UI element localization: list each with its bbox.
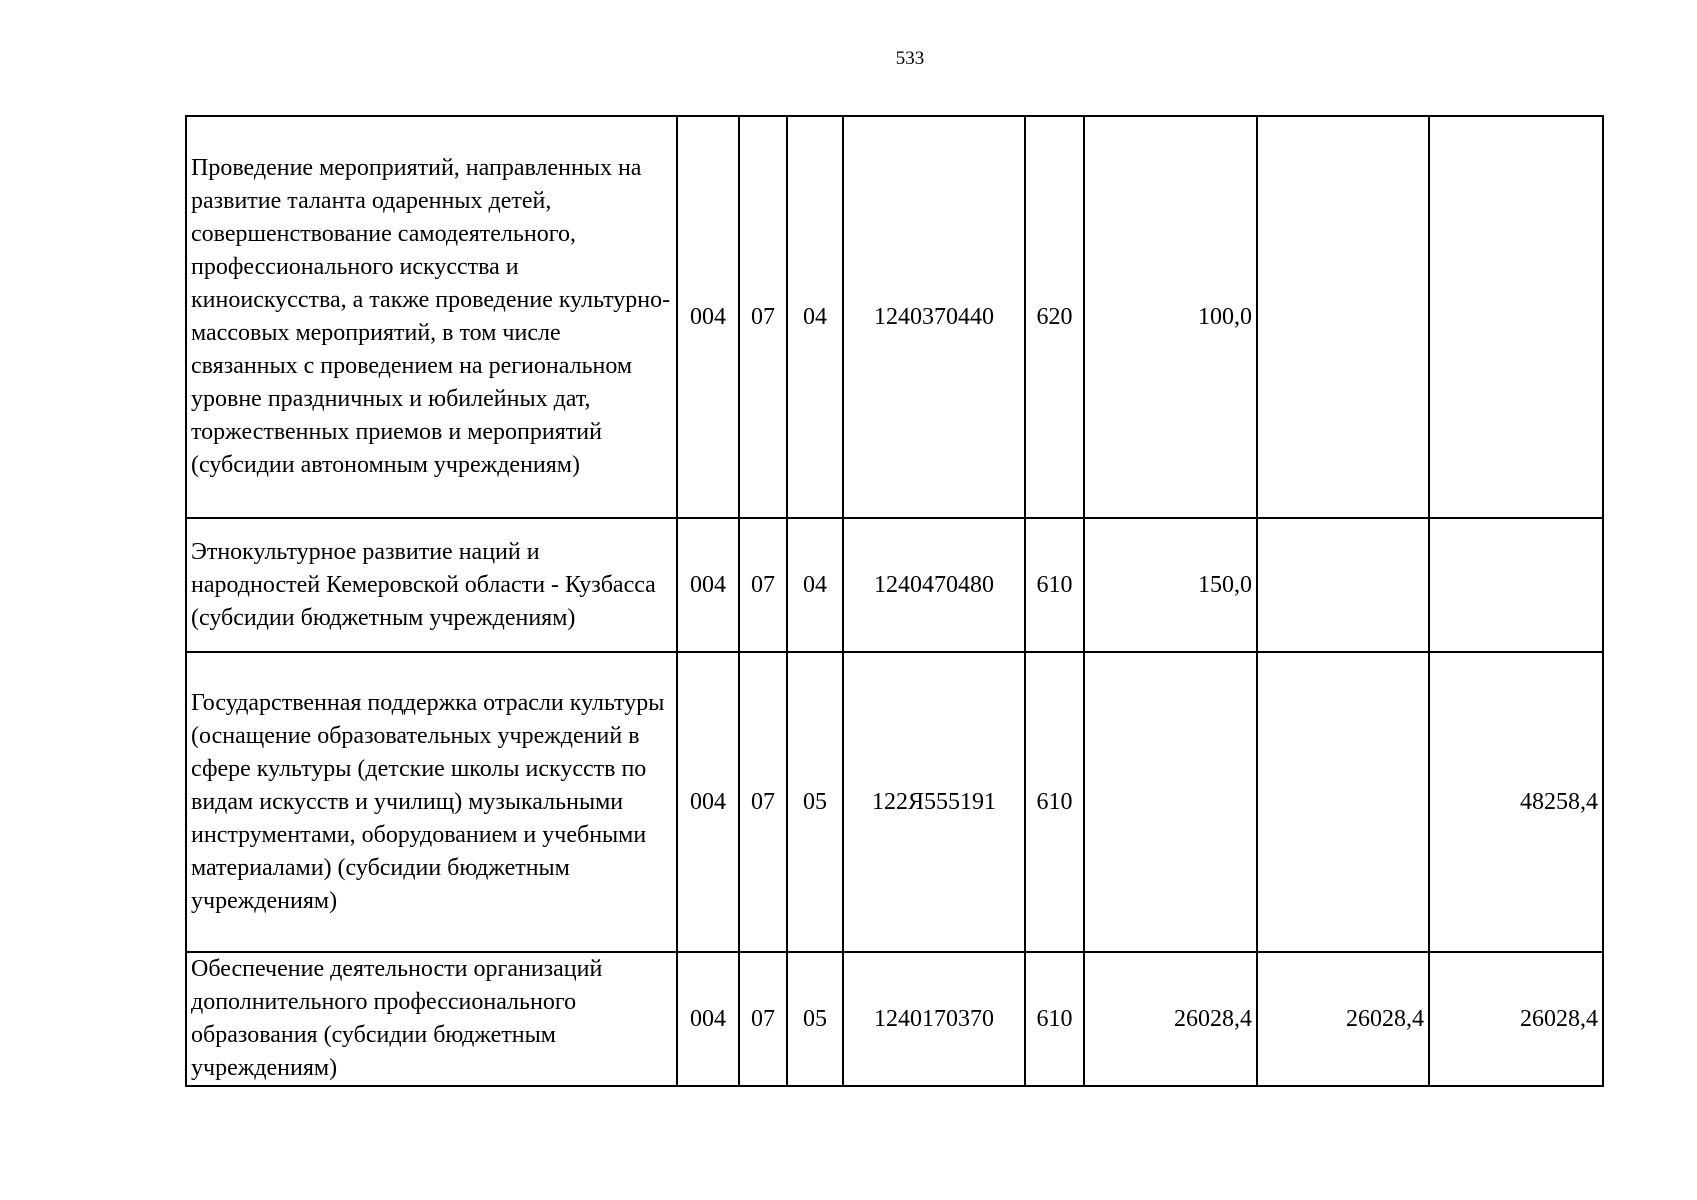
amount-year-1: 100,0 [1084, 116, 1257, 518]
expense-type-code: 610 [1025, 652, 1084, 952]
row-description: Обеспечение деятельности организаций дополнительного профессионального образования (субсидии бюджетным учреждениям) [186, 952, 677, 1086]
amount-year-3: 48258,4 [1429, 652, 1603, 952]
ministry-code: 004 [677, 652, 739, 952]
row-description: Проведение мероприятий, направленных на развитие таланта одаренных детей, совершенствование самодеятельного, профессионального искусства и киноискусства, а также проведение культурно-массовых мероприятий, в том числе связанных с проведением на региональном уровне праздничных и юбилейных дат, торжественных приемов и мероприятий (субсидии автономным учреждениям) [186, 116, 677, 518]
amount-year-2: 26028,4 [1257, 952, 1429, 1086]
amount-year-3 [1429, 116, 1603, 518]
section-code: 07 [739, 652, 787, 952]
amount-year-2 [1257, 652, 1429, 952]
table-row [186, 518, 1603, 652]
row-description: Этнокультурное развитие наций и народностей Кемеровской области - Кузбасса (субсидии бюджетным учреждениям) [186, 518, 677, 652]
target-article-code: 122Я555191 [843, 652, 1025, 952]
table-row [186, 652, 1603, 952]
amount-year-2 [1257, 116, 1429, 518]
amount-year-3 [1429, 518, 1603, 652]
target-article-code: 1240470480 [843, 518, 1025, 652]
expense-type-code: 610 [1025, 952, 1084, 1086]
subsection-code: 04 [787, 116, 843, 518]
section-code: 07 [739, 116, 787, 518]
expense-type-code: 610 [1025, 518, 1084, 652]
table-row [186, 116, 1603, 518]
amount-year-1: 150,0 [1084, 518, 1257, 652]
ministry-code: 004 [677, 518, 739, 652]
budget-table [185, 115, 1604, 1087]
subsection-code: 05 [787, 952, 843, 1086]
amount-year-2 [1257, 518, 1429, 652]
ministry-code: 004 [677, 116, 739, 518]
row-description: Государственная поддержка отрасли культуры (оснащение образовательных учреждений в сфере культуры (детские школы искусств по видам искусств и училищ) музыкальными инструментами, оборудованием и учебными материалами) (субсидии бюджетным учреждениям) [186, 652, 677, 952]
subsection-code: 04 [787, 518, 843, 652]
expense-type-code: 620 [1025, 116, 1084, 518]
amount-year-1: 26028,4 [1084, 952, 1257, 1086]
table-row [186, 952, 1603, 1086]
amount-year-3: 26028,4 [1429, 952, 1603, 1086]
section-code: 07 [739, 518, 787, 652]
subsection-code: 05 [787, 652, 843, 952]
target-article-code: 1240370440 [843, 116, 1025, 518]
ministry-code: 004 [677, 952, 739, 1086]
section-code: 07 [739, 952, 787, 1086]
page-number: 533 [895, 48, 925, 69]
target-article-code: 1240170370 [843, 952, 1025, 1086]
amount-year-1 [1084, 652, 1257, 952]
